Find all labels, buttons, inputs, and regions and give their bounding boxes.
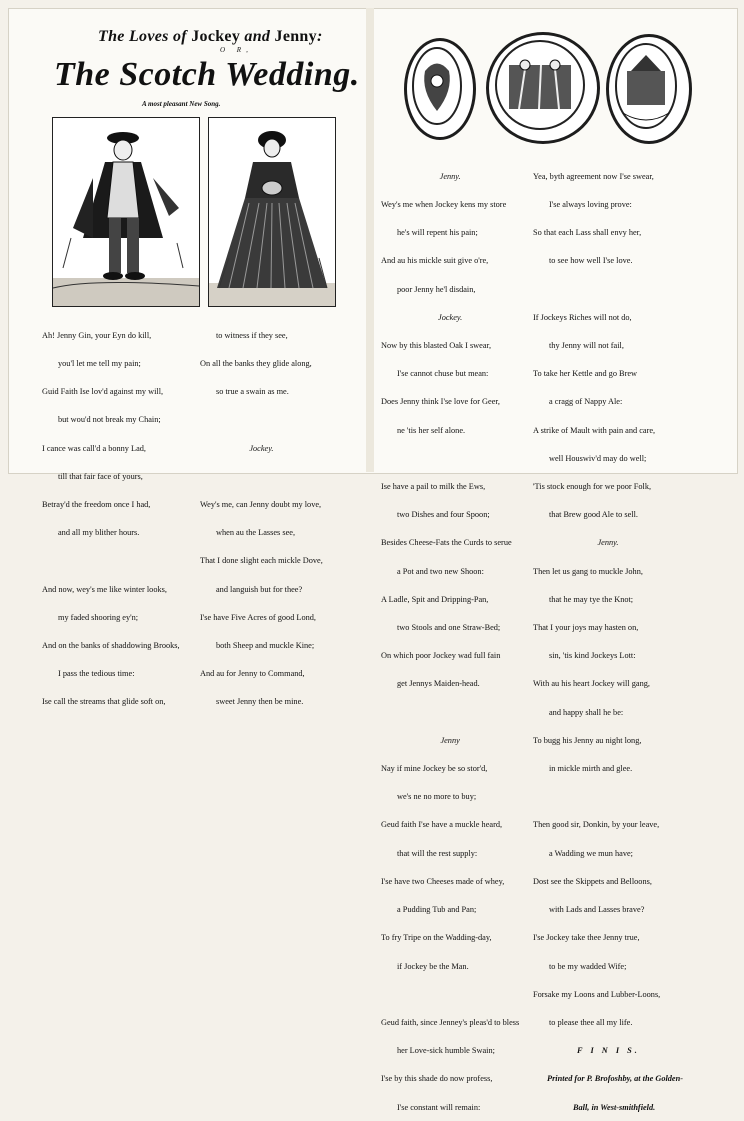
verse-line: with Lads and Lasses brave? <box>549 905 645 915</box>
verse-line: a Pot and two new Shoon: <box>397 566 484 576</box>
verse-line: Nay if mine Jockey be so stor'd, <box>381 764 488 774</box>
verse-line <box>42 556 180 565</box>
verse-line: Guid Faith Ise lov'd against my will, <box>42 387 164 397</box>
verse-line: I'se by this shade do now profess, <box>381 1074 493 1084</box>
verse-line: till that fair face of yours, <box>58 471 143 481</box>
verse-line: I'se always loving prove: <box>549 200 632 210</box>
verse-line: I pass the tedious time: <box>58 669 135 679</box>
verse-line: I'se have Five Acres of good Lond, <box>200 612 317 622</box>
verse-line: but wou'd not break my Chain; <box>58 415 161 425</box>
verse-line: Ise have a pail to milk the Ews, <box>381 482 486 492</box>
verse-line: that will the rest supply: <box>397 848 478 858</box>
verse-line: To fry Tripe on the Wadding-day, <box>381 933 492 943</box>
finis-text: F I N I S. <box>577 1046 640 1056</box>
verse-line: I'se constant will remain: <box>397 1102 481 1112</box>
verse-line: sweet Jenny then be mine. <box>216 697 304 707</box>
verse-line: her Love-sick humble Swain; <box>397 1046 495 1056</box>
verse-line: thy Jenny will not fail, <box>549 341 624 351</box>
verse-line: Betray'd the freedom once I had, <box>42 500 151 510</box>
printer-imprint: Ball, in West-smithfield. <box>573 1102 656 1112</box>
verse-line: to witness if they see, <box>216 330 288 340</box>
verse-line: and languish but for thee? <box>216 584 303 594</box>
verse-line: sin, 'tis kind Jockeys Lott: <box>549 651 636 661</box>
verse-line: both Sheep and muckle Kine; <box>216 641 315 651</box>
verse-line: if Jockey be the Man. <box>397 961 469 971</box>
speaker-heading: Jenny. <box>597 538 619 548</box>
verse-line <box>200 415 323 424</box>
verse-line: a Pudding Tub and Pan; <box>397 905 477 915</box>
verse-line: That I done slight each mickle Dove, <box>200 556 323 566</box>
verse-line: and happy shall he be: <box>549 707 624 717</box>
verse-line: I'se cannot chuse but mean: <box>397 369 489 379</box>
verse-line: A Ladle, Spit and Dripping-Pan, <box>381 594 489 604</box>
verse-line: Geud faith, since Jenney's pleas'd to bless <box>381 1017 520 1027</box>
speaker-heading: Jenny. <box>439 171 461 181</box>
ornament-seal-left-image <box>404 38 476 140</box>
ornament-seal-right-image <box>606 34 692 144</box>
woodcut-jenny-image <box>208 117 336 307</box>
verse-line: my faded shooring ey'n; <box>58 612 139 622</box>
speaker-heading: Jockey. <box>249 443 274 453</box>
verse-line: To bugg his Jenny au night long, <box>533 735 642 745</box>
title-line-1: The Loves of Jockey and Jenny: <box>98 28 323 45</box>
subtitle: A most pleasant New Song. <box>142 100 221 108</box>
verse-line: you'l let me tell my pain; <box>58 359 141 369</box>
verse-line <box>200 472 323 481</box>
verse-line: get Jennys Maiden-head. <box>397 679 480 689</box>
speaker-heading: Jockey. <box>438 312 463 322</box>
verse-line: On all the banks they glide along, <box>200 359 312 369</box>
verse-column-4 <box>533 153 683 1121</box>
verse-line: to see how well I'se love. <box>549 256 633 266</box>
verse-line: Dost see the Skippets and Belloons, <box>533 876 652 886</box>
verse-line: a cragg of Nappy Ale: <box>549 397 623 407</box>
verse-line: well Houswiv'd may do well; <box>549 453 647 463</box>
verse-line: And au for Jenny to Command, <box>200 669 305 679</box>
verse-line: we's ne no more to buy; <box>397 792 477 802</box>
verse-line: And on the banks of shaddowing Brooks, <box>42 641 180 651</box>
verse-line: and all my blither hours. <box>58 528 140 538</box>
verse-line: Wey's me, can Jenny doubt my love, <box>200 500 322 510</box>
verse-line: Geud faith I'se have a muckle heard, <box>381 820 503 830</box>
verse-line: that he may tye the Knot; <box>549 594 634 604</box>
verse-line: so true a swain as me. <box>216 387 289 397</box>
ornament-seal-center-image <box>486 32 600 144</box>
main-title: The Scotch Wedding. <box>54 56 360 93</box>
verse-line <box>381 454 519 463</box>
verse-line: Then let us gang to muckle John, <box>533 566 643 576</box>
verse-line: ne 'tis her self alone. <box>397 425 466 435</box>
verse-column-2 <box>200 312 323 716</box>
verse-line: poor Jenny he'l disdain, <box>397 284 476 294</box>
verse-line: to be my wadded Wife; <box>549 961 627 971</box>
verse-line: And au his mickle suit give o're, <box>381 256 489 266</box>
verse-line: 'Tis stock enough for we poor Folk, <box>533 482 652 492</box>
verse-column-1 <box>42 312 180 716</box>
verse-line: Yea, byth agreement now I'se swear, <box>533 171 654 181</box>
verse-line <box>533 285 683 294</box>
title-or: O R, <box>220 46 253 54</box>
verse-line: With au his heart Jockey will gang, <box>533 679 650 689</box>
speaker-heading: Jenny <box>440 735 460 745</box>
verse-line: Ah! Jenny Gin, your Eyn do kill, <box>42 330 152 340</box>
page-fold <box>366 8 374 472</box>
verse-column-3 <box>381 153 519 1121</box>
verse-line: when au the Lasses see, <box>216 528 296 538</box>
verse-line: Now by this blasted Oak I swear, <box>381 341 492 351</box>
verse-line: And now, wey's me like winter looks, <box>42 584 167 594</box>
verse-line: I cance was call'd a bonny Lad, <box>42 443 147 453</box>
verse-line: Wey's me when Jockey kens my store <box>381 200 507 210</box>
verse-line: Then good sir, Donkin, by your leave, <box>533 820 660 830</box>
verse-line: On which poor Jockey wad full fain <box>381 651 501 661</box>
verse-line: Besides Cheese-Fats the Curds to serue <box>381 538 512 548</box>
verse-line: two Dishes and four Spoon; <box>397 510 490 520</box>
verse-line: To take her Kettle and go Brew <box>533 369 638 379</box>
woodcut-jockey-image <box>52 117 200 307</box>
verse-line: If Jockeys Riches will not do, <box>533 312 632 322</box>
printer-imprint: Printed for P. Brofoshby, at the Golden- <box>547 1074 683 1084</box>
verse-line: Forsake my Loons and Lubber-Loons, <box>533 989 661 999</box>
verse-line: two Stools and one Straw-Bed; <box>397 623 501 633</box>
verse-line <box>381 990 519 999</box>
verse-line: in mickle mirth and glee. <box>549 764 633 774</box>
verse-line: A strike of Mault with pain and care, <box>533 425 656 435</box>
verse-line: to please thee all my life. <box>549 1017 633 1027</box>
verse-line: Does Jenny think I'se love for Geer, <box>381 397 500 407</box>
verse-line: he's will repent his pain; <box>397 228 478 238</box>
verse-line: that Brew good Ale to sell. <box>549 510 638 520</box>
verse-line <box>533 792 683 801</box>
verse-line: I'se have two Cheeses made of whey, <box>381 876 505 886</box>
verse-line: So that each Lass shall envy her, <box>533 228 642 238</box>
verse-line: I'se Jockey take thee Jenny true, <box>533 933 640 943</box>
verse-line <box>381 708 519 717</box>
verse-line: That I your joys may hasten on, <box>533 623 639 633</box>
verse-line: Ise call the streams that glide soft on, <box>42 697 166 707</box>
verse-line: a Wadding we mun have; <box>549 848 633 858</box>
